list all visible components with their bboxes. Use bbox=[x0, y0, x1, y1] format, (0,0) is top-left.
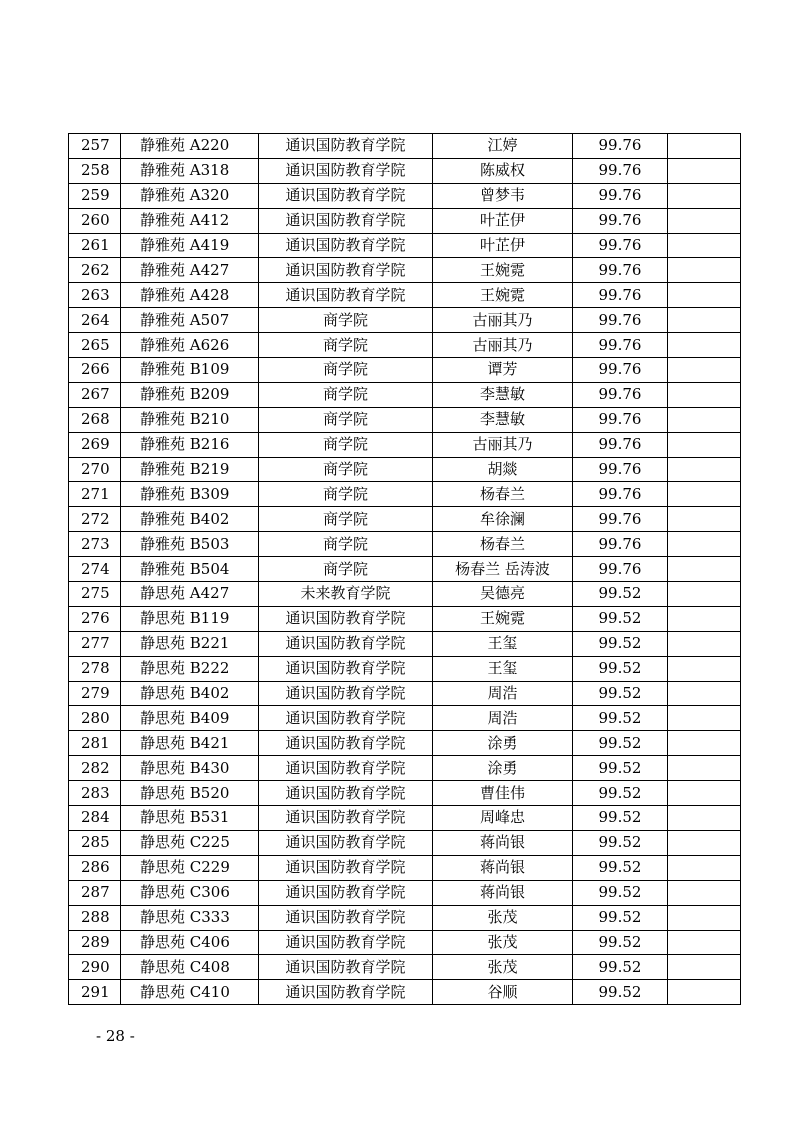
cell-dorm-room: 静思苑 B430 bbox=[121, 756, 259, 781]
cell-score: 99.76 bbox=[573, 432, 668, 457]
table-row bbox=[69, 955, 741, 980]
cell-name: 叶芷伊 bbox=[433, 208, 573, 233]
table-row bbox=[69, 432, 741, 457]
cell-name: 张茂 bbox=[433, 955, 573, 980]
cell-dorm-room: 静雅苑 B309 bbox=[121, 482, 259, 507]
table-row bbox=[69, 731, 741, 756]
cell-name: 谭芳 bbox=[433, 358, 573, 383]
cell-dorm-room: 静雅苑 B209 bbox=[121, 382, 259, 407]
cell-note bbox=[668, 333, 741, 358]
cell-note bbox=[668, 457, 741, 482]
cell-college: 商学院 bbox=[259, 507, 433, 532]
table-row bbox=[69, 457, 741, 482]
cell-score: 99.52 bbox=[573, 706, 668, 731]
table-row bbox=[69, 158, 741, 183]
cell-note bbox=[668, 631, 741, 656]
cell-name: 牟徐澜 bbox=[433, 507, 573, 532]
cell-note bbox=[668, 308, 741, 333]
cell-college: 商学院 bbox=[259, 407, 433, 432]
cell-number: 287 bbox=[69, 880, 121, 905]
cell-note bbox=[668, 208, 741, 233]
cell-name: 王婉霓 bbox=[433, 283, 573, 308]
cell-note bbox=[668, 233, 741, 258]
cell-name: 周浩 bbox=[433, 706, 573, 731]
cell-score: 99.76 bbox=[573, 557, 668, 582]
cell-note bbox=[668, 432, 741, 457]
dormitory-score-table bbox=[68, 133, 741, 1005]
cell-dorm-room: 静雅苑 A318 bbox=[121, 158, 259, 183]
table-row bbox=[69, 880, 741, 905]
cell-college: 通识国防教育学院 bbox=[259, 656, 433, 681]
table-row bbox=[69, 980, 741, 1005]
cell-name: 蒋尚银 bbox=[433, 830, 573, 855]
cell-dorm-room: 静思苑 C306 bbox=[121, 880, 259, 905]
cell-score: 99.52 bbox=[573, 930, 668, 955]
cell-name: 谷顺 bbox=[433, 980, 573, 1005]
cell-note bbox=[668, 482, 741, 507]
cell-note bbox=[668, 507, 741, 532]
cell-score: 99.52 bbox=[573, 830, 668, 855]
table-body bbox=[69, 134, 741, 1005]
cell-name: 王玺 bbox=[433, 631, 573, 656]
cell-college: 商学院 bbox=[259, 358, 433, 383]
table-row bbox=[69, 333, 741, 358]
table-row bbox=[69, 183, 741, 208]
table-row bbox=[69, 308, 741, 333]
cell-college: 通识国防教育学院 bbox=[259, 930, 433, 955]
cell-name: 陈威权 bbox=[433, 158, 573, 183]
cell-number: 258 bbox=[69, 158, 121, 183]
cell-number: 261 bbox=[69, 233, 121, 258]
cell-dorm-room: 静雅苑 A427 bbox=[121, 258, 259, 283]
cell-college: 通识国防教育学院 bbox=[259, 706, 433, 731]
table-row bbox=[69, 582, 741, 607]
cell-college: 未来教育学院 bbox=[259, 582, 433, 607]
cell-college: 通识国防教育学院 bbox=[259, 606, 433, 631]
cell-college: 通识国防教育学院 bbox=[259, 208, 433, 233]
cell-name: 古丽其乃 bbox=[433, 432, 573, 457]
cell-college: 通识国防教育学院 bbox=[259, 806, 433, 831]
table-row bbox=[69, 806, 741, 831]
cell-note bbox=[668, 706, 741, 731]
cell-college: 商学院 bbox=[259, 482, 433, 507]
cell-score: 99.76 bbox=[573, 283, 668, 308]
cell-dorm-room: 静雅苑 B219 bbox=[121, 457, 259, 482]
table-row bbox=[69, 631, 741, 656]
cell-name: 叶芷伊 bbox=[433, 233, 573, 258]
cell-score: 99.76 bbox=[573, 407, 668, 432]
cell-score: 99.76 bbox=[573, 258, 668, 283]
table-row bbox=[69, 358, 741, 383]
cell-score: 99.76 bbox=[573, 208, 668, 233]
cell-number: 272 bbox=[69, 507, 121, 532]
cell-note bbox=[668, 134, 741, 159]
cell-score: 99.52 bbox=[573, 806, 668, 831]
cell-number: 280 bbox=[69, 706, 121, 731]
table-row bbox=[69, 930, 741, 955]
table-row bbox=[69, 283, 741, 308]
cell-number: 290 bbox=[69, 955, 121, 980]
cell-college: 商学院 bbox=[259, 532, 433, 557]
cell-score: 99.76 bbox=[573, 233, 668, 258]
cell-name: 涂勇 bbox=[433, 756, 573, 781]
cell-dorm-room: 静雅苑 A220 bbox=[121, 134, 259, 159]
cell-dorm-room: 静思苑 C406 bbox=[121, 930, 259, 955]
cell-number: 265 bbox=[69, 333, 121, 358]
table-row bbox=[69, 134, 741, 159]
cell-dorm-room: 静思苑 C410 bbox=[121, 980, 259, 1005]
cell-score: 99.52 bbox=[573, 756, 668, 781]
cell-number: 275 bbox=[69, 582, 121, 607]
cell-score: 99.76 bbox=[573, 457, 668, 482]
cell-name: 王婉霓 bbox=[433, 606, 573, 631]
cell-score: 99.76 bbox=[573, 358, 668, 383]
cell-college: 通识国防教育学院 bbox=[259, 233, 433, 258]
cell-score: 99.52 bbox=[573, 656, 668, 681]
cell-number: 291 bbox=[69, 980, 121, 1005]
cell-number: 270 bbox=[69, 457, 121, 482]
cell-dorm-room: 静雅苑 B504 bbox=[121, 557, 259, 582]
cell-number: 260 bbox=[69, 208, 121, 233]
cell-college: 商学院 bbox=[259, 382, 433, 407]
cell-number: 277 bbox=[69, 631, 121, 656]
table-row bbox=[69, 706, 741, 731]
cell-college: 通识国防教育学院 bbox=[259, 134, 433, 159]
cell-dorm-room: 静思苑 B531 bbox=[121, 806, 259, 831]
cell-name: 李慧敏 bbox=[433, 382, 573, 407]
cell-name: 杨春兰 bbox=[433, 482, 573, 507]
cell-dorm-room: 静雅苑 B216 bbox=[121, 432, 259, 457]
cell-note bbox=[668, 955, 741, 980]
cell-college: 通识国防教育学院 bbox=[259, 756, 433, 781]
cell-college: 通识国防教育学院 bbox=[259, 731, 433, 756]
cell-college: 通识国防教育学院 bbox=[259, 880, 433, 905]
cell-note bbox=[668, 606, 741, 631]
cell-college: 通识国防教育学院 bbox=[259, 283, 433, 308]
cell-dorm-room: 静思苑 B409 bbox=[121, 706, 259, 731]
cell-number: 262 bbox=[69, 258, 121, 283]
cell-note bbox=[668, 880, 741, 905]
cell-note bbox=[668, 830, 741, 855]
table-row bbox=[69, 681, 741, 706]
cell-note bbox=[668, 781, 741, 806]
cell-number: 271 bbox=[69, 482, 121, 507]
table-row bbox=[69, 482, 741, 507]
cell-name: 古丽其乃 bbox=[433, 308, 573, 333]
table-row bbox=[69, 208, 741, 233]
cell-name: 王玺 bbox=[433, 656, 573, 681]
cell-dorm-room: 静雅苑 B402 bbox=[121, 507, 259, 532]
cell-dorm-room: 静思苑 B402 bbox=[121, 681, 259, 706]
cell-score: 99.52 bbox=[573, 631, 668, 656]
table-row bbox=[69, 407, 741, 432]
cell-number: 273 bbox=[69, 532, 121, 557]
cell-score: 99.52 bbox=[573, 980, 668, 1005]
table-row bbox=[69, 258, 741, 283]
cell-score: 99.52 bbox=[573, 905, 668, 930]
cell-number: 264 bbox=[69, 308, 121, 333]
cell-college: 商学院 bbox=[259, 333, 433, 358]
cell-name: 杨春兰 岳涛波 bbox=[433, 557, 573, 582]
table-row bbox=[69, 507, 741, 532]
cell-note bbox=[668, 806, 741, 831]
table-row bbox=[69, 855, 741, 880]
cell-name: 蒋尚银 bbox=[433, 880, 573, 905]
table-row bbox=[69, 532, 741, 557]
cell-number: 263 bbox=[69, 283, 121, 308]
table-row bbox=[69, 233, 741, 258]
cell-note bbox=[668, 532, 741, 557]
cell-note bbox=[668, 756, 741, 781]
cell-name: 周浩 bbox=[433, 681, 573, 706]
cell-score: 99.52 bbox=[573, 731, 668, 756]
cell-score: 99.76 bbox=[573, 333, 668, 358]
cell-name: 胡燚 bbox=[433, 457, 573, 482]
cell-number: 286 bbox=[69, 855, 121, 880]
cell-dorm-room: 静思苑 C333 bbox=[121, 905, 259, 930]
cell-note bbox=[668, 382, 741, 407]
cell-score: 99.76 bbox=[573, 507, 668, 532]
cell-note bbox=[668, 158, 741, 183]
cell-dorm-room: 静思苑 B421 bbox=[121, 731, 259, 756]
cell-note bbox=[668, 582, 741, 607]
cell-dorm-room: 静思苑 A427 bbox=[121, 582, 259, 607]
cell-score: 99.52 bbox=[573, 855, 668, 880]
cell-note bbox=[668, 407, 741, 432]
cell-note bbox=[668, 681, 741, 706]
cell-number: 279 bbox=[69, 681, 121, 706]
cell-dorm-room: 静思苑 B119 bbox=[121, 606, 259, 631]
page-number: - 28 - bbox=[96, 1027, 135, 1045]
cell-dorm-room: 静雅苑 B210 bbox=[121, 407, 259, 432]
cell-score: 99.52 bbox=[573, 582, 668, 607]
cell-dorm-room: 静思苑 C229 bbox=[121, 855, 259, 880]
cell-number: 284 bbox=[69, 806, 121, 831]
cell-college: 通识国防教育学院 bbox=[259, 955, 433, 980]
cell-college: 通识国防教育学院 bbox=[259, 258, 433, 283]
cell-college: 通识国防教育学院 bbox=[259, 781, 433, 806]
cell-college: 通识国防教育学院 bbox=[259, 980, 433, 1005]
cell-note bbox=[668, 283, 741, 308]
cell-dorm-room: 静思苑 B520 bbox=[121, 781, 259, 806]
cell-dorm-room: 静思苑 B222 bbox=[121, 656, 259, 681]
cell-number: 281 bbox=[69, 731, 121, 756]
cell-college: 通识国防教育学院 bbox=[259, 681, 433, 706]
cell-name: 张茂 bbox=[433, 905, 573, 930]
table-row bbox=[69, 606, 741, 631]
cell-college: 商学院 bbox=[259, 557, 433, 582]
table-row bbox=[69, 656, 741, 681]
cell-college: 通识国防教育学院 bbox=[259, 855, 433, 880]
cell-name: 曾梦韦 bbox=[433, 183, 573, 208]
cell-dorm-room: 静雅苑 A507 bbox=[121, 308, 259, 333]
cell-name: 涂勇 bbox=[433, 731, 573, 756]
cell-score: 99.76 bbox=[573, 308, 668, 333]
cell-name: 蒋尚银 bbox=[433, 855, 573, 880]
cell-note bbox=[668, 855, 741, 880]
cell-score: 99.52 bbox=[573, 606, 668, 631]
cell-dorm-room: 静雅苑 B109 bbox=[121, 358, 259, 383]
cell-note bbox=[668, 656, 741, 681]
cell-number: 267 bbox=[69, 382, 121, 407]
table-row bbox=[69, 905, 741, 930]
cell-note bbox=[668, 358, 741, 383]
cell-number: 289 bbox=[69, 930, 121, 955]
table-row bbox=[69, 830, 741, 855]
cell-dorm-room: 静雅苑 A419 bbox=[121, 233, 259, 258]
cell-score: 99.76 bbox=[573, 482, 668, 507]
cell-name: 曹佳伟 bbox=[433, 781, 573, 806]
cell-score: 99.52 bbox=[573, 880, 668, 905]
cell-number: 274 bbox=[69, 557, 121, 582]
cell-college: 通识国防教育学院 bbox=[259, 631, 433, 656]
cell-note bbox=[668, 258, 741, 283]
cell-note bbox=[668, 905, 741, 930]
cell-name: 古丽其乃 bbox=[433, 333, 573, 358]
cell-dorm-room: 静雅苑 A428 bbox=[121, 283, 259, 308]
cell-score: 99.52 bbox=[573, 955, 668, 980]
cell-note bbox=[668, 183, 741, 208]
cell-name: 杨春兰 bbox=[433, 532, 573, 557]
cell-college: 通识国防教育学院 bbox=[259, 830, 433, 855]
cell-name: 江婷 bbox=[433, 134, 573, 159]
cell-number: 282 bbox=[69, 756, 121, 781]
cell-number: 288 bbox=[69, 905, 121, 930]
cell-number: 283 bbox=[69, 781, 121, 806]
cell-dorm-room: 静雅苑 B503 bbox=[121, 532, 259, 557]
cell-score: 99.76 bbox=[573, 183, 668, 208]
cell-number: 259 bbox=[69, 183, 121, 208]
cell-note bbox=[668, 557, 741, 582]
cell-college: 通识国防教育学院 bbox=[259, 905, 433, 930]
cell-dorm-room: 静思苑 C225 bbox=[121, 830, 259, 855]
cell-number: 269 bbox=[69, 432, 121, 457]
cell-number: 266 bbox=[69, 358, 121, 383]
cell-score: 99.76 bbox=[573, 158, 668, 183]
cell-dorm-room: 静雅苑 A626 bbox=[121, 333, 259, 358]
cell-number: 276 bbox=[69, 606, 121, 631]
cell-college: 商学院 bbox=[259, 432, 433, 457]
table-row bbox=[69, 781, 741, 806]
cell-name: 吴德亮 bbox=[433, 582, 573, 607]
cell-name: 王婉霓 bbox=[433, 258, 573, 283]
cell-college: 商学院 bbox=[259, 308, 433, 333]
cell-score: 99.76 bbox=[573, 532, 668, 557]
cell-score: 99.76 bbox=[573, 134, 668, 159]
cell-name: 张茂 bbox=[433, 930, 573, 955]
cell-score: 99.76 bbox=[573, 382, 668, 407]
cell-dorm-room: 静雅苑 A412 bbox=[121, 208, 259, 233]
cell-note bbox=[668, 980, 741, 1005]
cell-dorm-room: 静思苑 B221 bbox=[121, 631, 259, 656]
cell-number: 257 bbox=[69, 134, 121, 159]
cell-dorm-room: 静思苑 C408 bbox=[121, 955, 259, 980]
cell-dorm-room: 静雅苑 A320 bbox=[121, 183, 259, 208]
cell-number: 268 bbox=[69, 407, 121, 432]
table-row bbox=[69, 756, 741, 781]
cell-college: 通识国防教育学院 bbox=[259, 183, 433, 208]
cell-number: 285 bbox=[69, 830, 121, 855]
cell-score: 99.52 bbox=[573, 781, 668, 806]
cell-name: 周峰忠 bbox=[433, 806, 573, 831]
cell-college: 通识国防教育学院 bbox=[259, 158, 433, 183]
cell-name: 李慧敏 bbox=[433, 407, 573, 432]
cell-number: 278 bbox=[69, 656, 121, 681]
table-row bbox=[69, 557, 741, 582]
cell-college: 商学院 bbox=[259, 457, 433, 482]
cell-note bbox=[668, 930, 741, 955]
table-row bbox=[69, 382, 741, 407]
cell-note bbox=[668, 731, 741, 756]
cell-score: 99.52 bbox=[573, 681, 668, 706]
